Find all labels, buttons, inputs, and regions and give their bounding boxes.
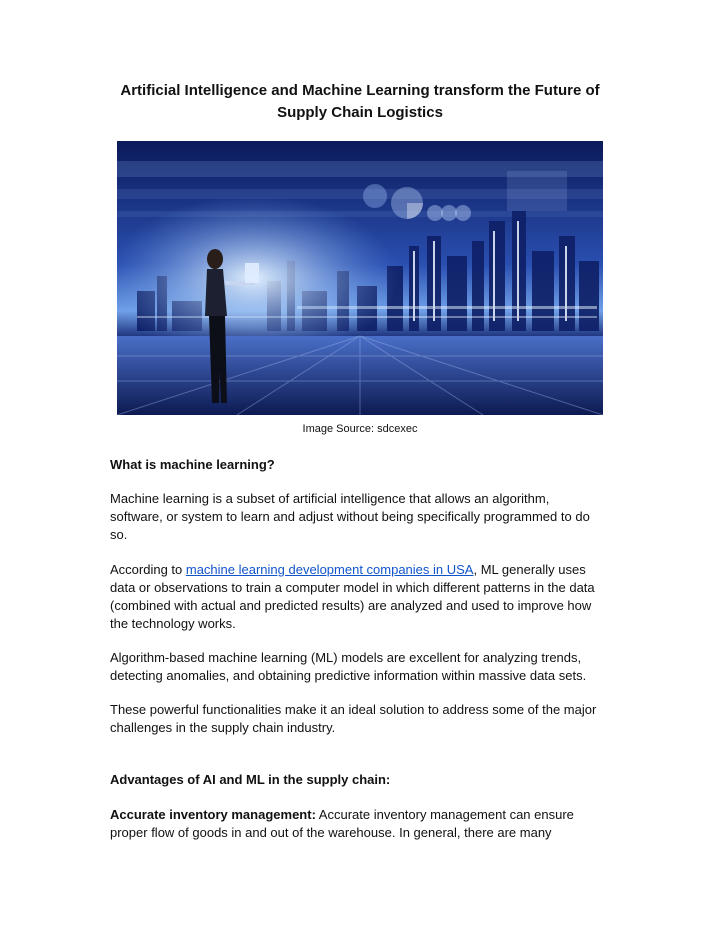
paragraph-ml-definition (110, 490, 610, 544)
text-line: proper flow of goods in and out of the warehouse. In general, there are many (110, 825, 552, 840)
heading-what-is-ml: What is machine learning? (110, 457, 275, 472)
bold-term: Accurate inventory management: (110, 807, 316, 822)
text-line: These powerful functionalities make it an ideal solution to address some of the major (110, 702, 597, 717)
text-line: Algorithm-based machine learning (ML) models are excellent for analyzing trends, (110, 650, 582, 665)
ml-companies-link[interactable]: machine learning development companies in USA (185, 562, 474, 577)
text-line: data or observations to train a computer model in which different patterns in the data (110, 580, 595, 595)
title-line-1: Artificial Intelligence and Machine Learning transform the Future of (120, 82, 600, 99)
text-line (110, 806, 610, 824)
hero-image (117, 141, 603, 415)
text-line: Machine learning is a subset of artificial intelligence that allows an algorithm, (110, 491, 550, 506)
text-line: (combined with actual and predicted results) are analyzed and used to improve how (110, 598, 592, 613)
text-line: detecting anomalies, and obtaining predictive information within massive data sets. (110, 668, 587, 683)
paragraph-powerful-functionalities (110, 701, 610, 737)
image-caption: Image Source: sdcexec (302, 423, 418, 435)
page-title (90, 80, 630, 124)
text-line: the technology works. (110, 616, 236, 631)
text-segment: , ML generally uses (473, 562, 586, 577)
paragraph-algorithm-based (110, 649, 610, 685)
title-line-2: Supply Chain Logistics (277, 104, 443, 121)
text-segment: According to (110, 562, 186, 577)
text-line: challenges in the supply chain industry. (110, 720, 336, 735)
text-line: software, or system to learn and adjust without being specifically programmed to do (110, 509, 590, 524)
text-segment: Accurate inventory management can ensure (315, 807, 574, 822)
heading-advantages: Advantages of AI and ML in the supply chain: (110, 772, 391, 787)
paragraph-inventory-management (110, 806, 610, 842)
paragraph-according-to (110, 561, 610, 633)
text-line: so. (110, 527, 128, 542)
text-line (110, 561, 610, 579)
